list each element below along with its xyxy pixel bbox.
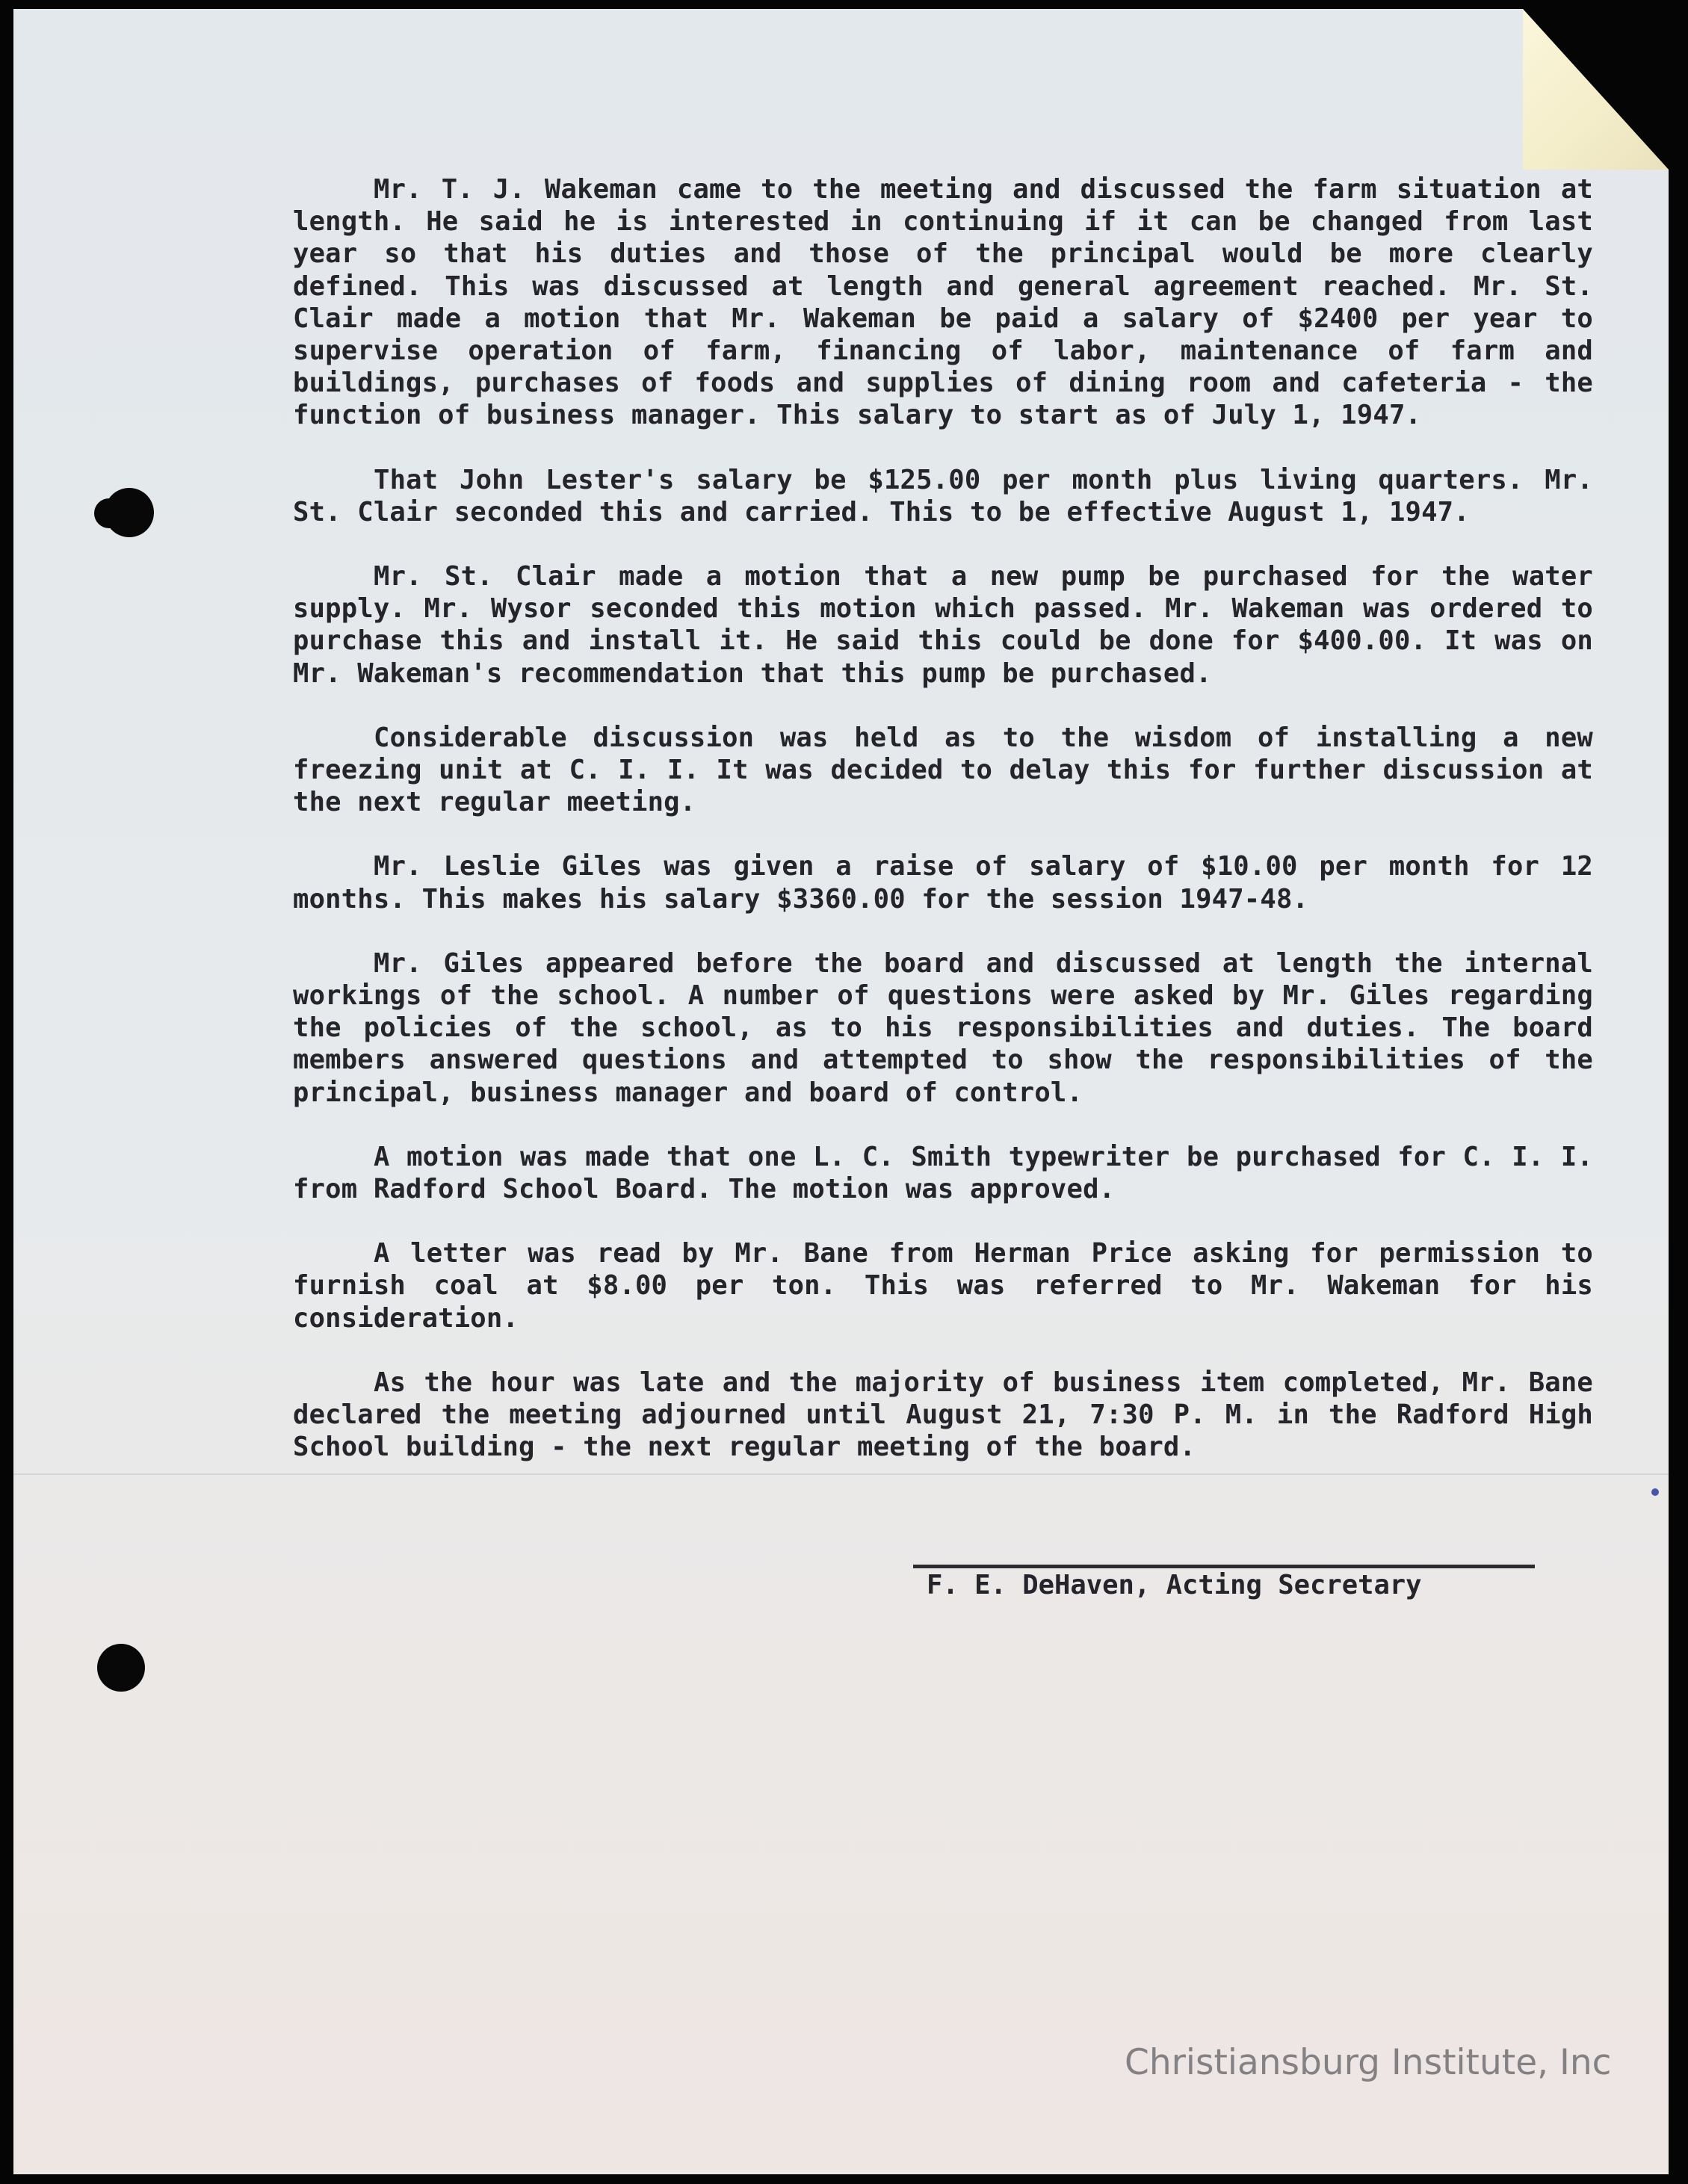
paragraph-freezing-unit: Considerable discussion was held as to the wisdom of installing a new freezing unit at C. I. I. It was decided to delay this for further discussion at the next regular meeting. <box>293 722 1593 818</box>
signature-block: F. E. DeHaven, Acting Secretary <box>927 1570 1422 1600</box>
folded-corner <box>1523 9 1669 170</box>
paragraph-adjournment: As the hour was late and the majority of business item completed, Mr. Bane declared the meeting adjourned until August 21, 7:30 P. M. in the Radford High School building - the next regular meeting of the board. <box>293 1367 1593 1463</box>
minutes-body <box>293 173 1593 1496</box>
paragraph-wakeman-farm: Mr. T. J. Wakeman came to the meeting and discussed the farm situation at length. He said he is interested in continuing if it can be changed from last year so that his duties and those of the principal would be more clearly defined. This was discussed at length and general agreement reached. Mr. St. Clair made a motion that Mr. Wakeman be paid a salary of $2400 per year to supervise operation of farm, financing of labor, maintenance of farm and buildings, purchases of foods and supplies of dining room and cafeteria - the function of business manager. This salary to start as of July 1, 1947. <box>293 174 1593 431</box>
watermark: Christiansburg Institute, Inc <box>1125 2042 1612 2083</box>
punch-hole-top <box>105 488 154 537</box>
paragraph-water-pump: Mr. St. Clair made a motion that a new pump be purchased for the water supply. Mr. Wysor seconded this motion which passed. Mr. Wakeman was ordered to purchase this and install it. He said this could be done for $400.00. It was on Mr. Wakeman's recommendation that this pump be purchased. <box>293 561 1593 689</box>
paragraph-coal-letter: A letter was read by Mr. Bane from Herman Price asking for permission to furnish coal at $8.00 per ton. This was referred to Mr. Wakeman for his consideration. <box>293 1238 1593 1334</box>
paragraph-giles-discussion: Mr. Giles appeared before the board and discussed at length the internal workings of the school. A number of questions were asked by Mr. Giles regarding the policies of the school, as to his responsibilities and duties. The board members answered questions and attempted to show the responsibilities of the principal, business manager and board of control. <box>293 947 1593 1108</box>
ink-mark <box>1651 1488 1659 1496</box>
punch-hole-bottom <box>97 1644 145 1692</box>
paragraph-typewriter: A motion was made that one L. C. Smith typewriter be purchased for C. I. I. from Radford School Board. The motion was approved. <box>293 1141 1593 1205</box>
paragraph-giles-raise: Mr. Leslie Giles was given a raise of salary of $10.00 per month for 12 months. This makes his salary $3360.00 for the session 1947-48. <box>293 851 1593 915</box>
paragraph-lester-salary: That John Lester's salary be $125.00 per month plus living quarters. Mr. St. Clair seconded this and carried. This to be effective August 1, 1947. <box>293 464 1593 528</box>
